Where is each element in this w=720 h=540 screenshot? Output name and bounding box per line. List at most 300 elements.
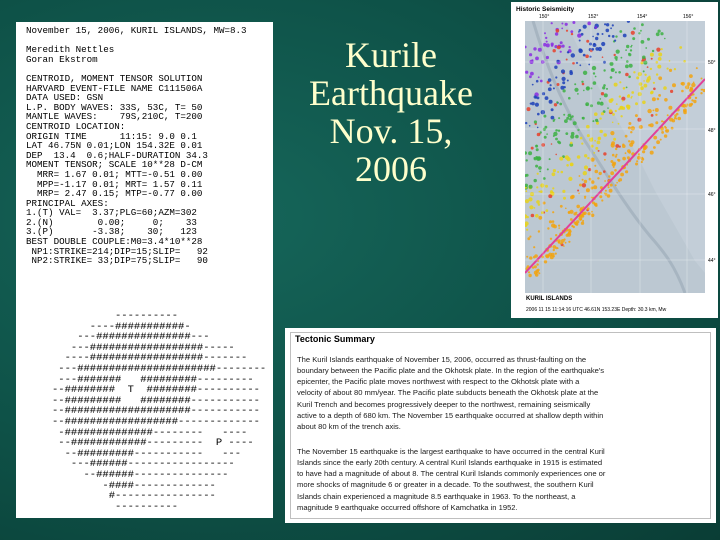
earthquake-dot <box>598 137 600 139</box>
earthquake-dot <box>573 121 577 125</box>
earthquake-dot <box>578 31 580 33</box>
earthquake-dot <box>586 86 589 89</box>
tectonic-paragraph-2 <box>297 446 707 513</box>
earthquake-dot <box>545 96 549 100</box>
earthquake-dot <box>550 238 552 240</box>
earthquake-dot <box>591 180 595 184</box>
earthquake-dot <box>564 119 568 123</box>
cmt-solution-panel <box>16 22 273 518</box>
earthquake-dot <box>559 103 562 106</box>
earthquake-dot <box>555 253 557 255</box>
earthquake-dot <box>562 45 565 48</box>
earthquake-dot <box>672 83 676 87</box>
earthquake-dot <box>566 30 568 32</box>
earthquake-dot <box>582 83 585 86</box>
earthquake-dot <box>700 92 702 94</box>
earthquake-dot <box>693 82 695 84</box>
earthquake-dot <box>620 115 622 117</box>
earthquake-dot <box>574 88 578 92</box>
earthquake-dot <box>643 80 645 82</box>
earthquake-dot <box>617 159 619 161</box>
tectonic-summary-title: Tectonic Summary <box>295 334 375 344</box>
title-line-3: Nov. 15, <box>329 111 453 151</box>
earthquake-dot <box>600 98 602 100</box>
tectonic-paragraph-2-line: to have had a magnitude of about 8. The central Kuril Islands commonly experiences one or <box>297 469 606 479</box>
earthquake-dot <box>579 64 581 66</box>
earthquake-dot <box>561 69 565 73</box>
earthquake-dot <box>597 177 599 179</box>
earthquake-dot <box>614 83 618 87</box>
earthquake-dot <box>570 163 574 167</box>
earthquake-dot <box>603 133 607 137</box>
earthquake-dot <box>602 86 605 89</box>
earthquake-dot <box>536 200 540 204</box>
earthquake-dot <box>535 156 538 159</box>
earthquake-dot <box>630 46 632 48</box>
earthquake-dot <box>552 172 556 176</box>
earthquake-dot <box>635 102 638 105</box>
slide-title <box>280 36 502 188</box>
earthquake-dot <box>534 207 536 209</box>
earthquake-dot <box>664 98 668 102</box>
earthquake-dot <box>569 46 571 48</box>
earthquake-dot <box>636 76 639 79</box>
lon-label-150: 150° <box>539 14 550 20</box>
earthquake-dot <box>562 81 565 84</box>
earthquake-dot <box>549 158 551 160</box>
earthquake-dot <box>661 131 664 134</box>
earthquake-dot <box>689 74 693 78</box>
earthquake-dot <box>655 108 659 112</box>
earthquake-dot <box>608 35 610 37</box>
earthquake-dot <box>609 99 613 103</box>
earthquake-dot <box>586 188 590 192</box>
earthquake-dot <box>643 70 645 72</box>
earthquake-dot <box>616 103 618 105</box>
earthquake-dot <box>549 100 553 104</box>
earthquake-dot <box>701 89 703 91</box>
title-line-2: Earthquake <box>309 73 473 113</box>
earthquake-dot <box>658 76 662 80</box>
beachball-diagram <box>42 307 266 512</box>
earthquake-dot <box>587 212 590 215</box>
earthquake-dot <box>604 180 606 182</box>
earthquake-dot <box>597 101 600 104</box>
earthquake-dot <box>538 48 542 52</box>
earthquake-dot <box>561 239 565 243</box>
earthquake-dot <box>533 246 535 248</box>
earthquake-dot <box>548 87 552 91</box>
earthquake-dot <box>541 143 545 147</box>
earthquake-dot <box>610 171 614 175</box>
earthquake-dot <box>532 84 534 86</box>
earthquake-dot <box>544 32 546 34</box>
earthquake-dot <box>579 40 581 42</box>
earthquake-dot <box>701 78 703 80</box>
earthquake-dot <box>570 30 573 33</box>
map-caption: KURIL ISLANDS <box>526 296 573 302</box>
earthquake-dot <box>593 185 597 189</box>
earthquake-dot <box>534 157 536 159</box>
earthquake-dot <box>584 154 587 157</box>
earthquake-dot <box>551 116 555 120</box>
earthquake-dot <box>571 225 573 227</box>
earthquake-dot <box>635 163 638 166</box>
earthquake-dot <box>628 140 630 142</box>
earthquake-dot <box>622 157 626 161</box>
earthquake-dot <box>575 135 579 139</box>
earthquake-dot <box>546 43 550 47</box>
earthquake-dot <box>560 243 562 245</box>
earthquake-dot <box>653 88 656 91</box>
earthquake-dot <box>546 56 549 59</box>
earthquake-dot <box>558 45 560 47</box>
map-title: Historic Seismicity <box>516 6 575 13</box>
earthquake-dot <box>526 159 528 161</box>
earthquake-dot <box>594 165 596 167</box>
earthquake-dot <box>591 211 593 213</box>
earthquake-dot <box>539 171 541 173</box>
earthquake-dot <box>667 68 669 70</box>
earthquake-dot <box>604 159 606 161</box>
earthquake-dot <box>606 23 609 26</box>
earthquake-dot <box>535 103 539 107</box>
earthquake-dot <box>558 227 560 229</box>
earthquake-dot <box>582 183 586 187</box>
earthquake-dot <box>550 190 553 193</box>
earthquake-dot <box>627 105 631 109</box>
earthquake-dot <box>650 68 652 70</box>
earthquake-dot <box>615 35 617 37</box>
earthquake-dot <box>579 49 583 53</box>
earthquake-dot <box>691 99 693 101</box>
earthquake-dot <box>610 27 612 29</box>
earthquake-dot <box>585 102 589 106</box>
tectonic-paragraph-1-line: Kuril Trench and becomes progressively deeper to the northwest, remaining seismically <box>297 399 591 409</box>
earthquake-dot <box>661 120 663 122</box>
earthquake-dot <box>528 274 531 277</box>
earthquake-dot <box>534 95 537 98</box>
earthquake-dot <box>665 127 667 129</box>
lat-label-44: 44° <box>708 258 716 264</box>
earthquake-dot <box>647 38 650 41</box>
earthquake-dot <box>576 220 579 223</box>
earthquake-dot <box>616 182 618 184</box>
earthquake-dot <box>661 48 663 50</box>
earthquake-dot <box>669 69 672 72</box>
earthquake-dot <box>557 171 559 173</box>
earthquake-dot <box>538 76 540 78</box>
earthquake-dot <box>609 189 613 193</box>
earthquake-dot <box>553 87 555 89</box>
earthquake-dot <box>583 25 587 29</box>
earthquake-dot <box>549 220 552 223</box>
earthquake-dot <box>683 111 687 115</box>
earthquake-dot <box>628 76 631 79</box>
earthquake-dot <box>653 110 655 112</box>
earthquake-dot <box>553 225 557 229</box>
earthquake-dot <box>537 269 540 272</box>
earthquake-dot <box>642 101 646 105</box>
earthquake-dot <box>547 168 549 170</box>
earthquake-dot <box>656 140 660 144</box>
earthquake-dot <box>555 32 558 35</box>
earthquake-dot <box>587 157 589 159</box>
earthquake-dot <box>689 97 691 99</box>
earthquake-dot <box>577 190 579 192</box>
earthquake-dot <box>570 218 573 221</box>
earthquake-dot <box>583 71 587 75</box>
earthquake-dot <box>579 175 581 177</box>
earthquake-dot <box>560 51 562 53</box>
earthquake-dot <box>622 107 625 110</box>
earthquake-dot <box>584 180 587 183</box>
earthquake-dot <box>592 120 594 122</box>
lon-label-154: 154° <box>637 14 648 20</box>
earthquake-dot <box>610 76 613 79</box>
earthquake-dot <box>615 71 617 73</box>
earthquake-dot <box>655 114 657 116</box>
earthquake-dot <box>670 90 673 93</box>
earthquake-dot <box>541 110 545 114</box>
earthquake-dot <box>569 70 572 73</box>
earthquake-dot <box>637 118 641 122</box>
earthquake-dot <box>631 31 635 35</box>
earthquake-dot <box>618 123 620 125</box>
earthquake-dot <box>536 80 539 83</box>
earthquake-dot <box>631 140 635 144</box>
earthquake-dot <box>595 26 598 29</box>
earthquake-dot <box>614 169 617 172</box>
earthquake-dot <box>628 122 631 125</box>
earthquake-dot <box>691 83 695 87</box>
earthquake-dot <box>668 106 672 110</box>
earthquake-dot <box>599 117 601 119</box>
earthquake-dot <box>664 134 667 137</box>
earthquake-dot <box>540 183 544 187</box>
earthquake-dot <box>679 46 682 49</box>
earthquake-dot <box>622 100 624 102</box>
earthquake-dot <box>650 123 654 127</box>
earthquake-dot <box>568 177 572 181</box>
earthquake-dot <box>545 37 547 39</box>
earthquake-dot <box>630 97 632 99</box>
earthquake-dot <box>609 109 613 113</box>
tectonic-summary-panel <box>285 328 716 523</box>
earthquake-dot <box>600 102 604 106</box>
earthquake-dot <box>641 157 643 159</box>
earthquake-dot <box>628 53 631 56</box>
earthquake-dot <box>528 197 532 201</box>
earthquake-dot <box>595 76 597 78</box>
earthquake-dot <box>643 61 647 65</box>
earthquake-dot <box>587 22 591 26</box>
earthquake-dot <box>563 89 566 92</box>
earthquake-dot <box>570 196 574 200</box>
earthquake-dot <box>642 56 646 60</box>
earthquake-dot <box>564 86 566 88</box>
earthquake-dot <box>568 212 570 214</box>
earthquake-dot <box>602 33 604 35</box>
earthquake-dot <box>627 149 631 153</box>
earthquake-dot <box>543 177 546 180</box>
earthquake-dot <box>587 134 590 137</box>
earthquake-dot <box>635 114 638 117</box>
earthquake-dot <box>603 152 606 155</box>
earthquake-dot <box>650 91 653 94</box>
earthquake-dot <box>656 32 660 36</box>
earthquake-dot <box>572 62 575 65</box>
earthquake-dot <box>575 223 577 225</box>
title-line-4: 2006 <box>355 149 427 189</box>
earthquake-dot <box>532 59 534 61</box>
earthquake-dot <box>547 227 549 229</box>
earthquake-dot <box>555 138 558 141</box>
earthquake-dot <box>677 117 681 121</box>
earthquake-dot <box>550 84 552 86</box>
earthquake-dot <box>563 114 565 116</box>
earthquake-dot <box>594 112 598 116</box>
earthquake-dot <box>586 40 589 43</box>
earthquake-dot <box>565 132 568 135</box>
earthquake-dot <box>616 50 620 54</box>
earthquake-dot <box>630 49 632 51</box>
earthquake-dot <box>592 66 596 70</box>
earthquake-dot <box>595 204 598 207</box>
earthquake-dot <box>596 122 599 125</box>
earthquake-dot <box>565 242 567 244</box>
earthquake-dot <box>545 209 548 212</box>
earthquake-dot <box>526 174 529 177</box>
earthquake-dot <box>621 57 623 59</box>
earthquake-dot <box>575 212 577 214</box>
earthquake-dot <box>599 195 602 198</box>
tectonic-paragraph-2-line: magnitude 9 earthquake occurred offshore of Kamchatka in 1952. <box>297 502 518 512</box>
earthquake-dot <box>658 30 661 33</box>
earthquake-dot <box>636 160 638 162</box>
earthquake-dot <box>555 247 558 250</box>
earthquake-dot <box>559 157 563 161</box>
earthquake-dot <box>644 84 648 88</box>
earthquake-dot <box>593 72 595 74</box>
earthquake-dot <box>593 43 595 45</box>
earthquake-dot <box>571 53 575 57</box>
earthquake-dot <box>625 152 627 154</box>
earthquake-dot <box>626 45 629 48</box>
cmt-solution-text: November 15, 2006, KURIL ISLANDS, MW=8.3 Meredith Nettles Goran Ekstrom CENTROID, MOMENT TENSOR SOLUTION HARVARD EVENT-FILE NAME C111506A DATA USED: GSN L.P. BODY WAVES: 33S, 53C, T= 50 MANTLE WAVES: 79S,210C, T=200 CENTROID LOCATION: ORIGIN TIME 11:15: 9.0 0.1 LAT 46.75N 0.01;LON 154.32E 0.01 DEP 13.4 0.6;HALF-DURATION 34.3 MOMENT TENSOR; SCALE 10**28 D-CM MRR= 1.67 0.01; MTT=-0.51 0.00 MPP=-1.17 0.01; MRT= 1.57 0.11 MRP= 2.47 0.15; MTP=-0.77 0.00 PRINCIPAL AXES: 1.(T) VAL= 3.37;PLG=60;AZM=302 2.(N) 0.00; 0; 33 3.(P) -3.38; 30; 123 BEST DOUBLE COUPLE:M0=3.4*10**28 NP1:STRIKE=214;DIP=15;SLIP= 92 NP2:STRIKE= 33;DIP=75;SLIP= 90 <box>26 25 247 267</box>
earthquake-dot <box>536 148 539 151</box>
earthquake-dot <box>625 65 629 69</box>
earthquake-dot <box>612 122 614 124</box>
earthquake-dot <box>539 191 541 193</box>
earthquake-dot <box>581 33 584 36</box>
earthquake-dot <box>606 88 608 90</box>
earthquake-dot <box>640 86 644 90</box>
earthquake-dot <box>531 214 535 218</box>
earthquake-dot <box>610 131 614 135</box>
earthquake-dot <box>533 47 536 50</box>
earthquake-dot <box>623 34 627 38</box>
earthquake-dot <box>572 21 575 24</box>
earthquake-dot <box>653 136 657 140</box>
earthquake-dot <box>541 211 544 214</box>
earthquake-dot <box>590 104 593 107</box>
earthquake-dot <box>538 203 541 206</box>
earthquake-dot <box>536 263 538 265</box>
earthquake-dot <box>595 170 599 174</box>
earthquake-dot <box>590 87 592 89</box>
earthquake-dot <box>638 32 640 34</box>
earthquake-dot <box>528 271 530 273</box>
earthquake-dot <box>531 147 534 150</box>
earthquake-dot <box>565 23 568 26</box>
earthquake-dot <box>641 161 643 163</box>
earthquake-dot <box>626 87 628 89</box>
seismicity-plot <box>525 21 705 293</box>
historic-seismicity-map <box>511 2 718 318</box>
earthquake-dot <box>599 172 602 175</box>
earthquake-dot <box>558 117 560 119</box>
earthquake-dot <box>576 205 580 209</box>
earthquake-dot <box>551 44 554 47</box>
earthquake-dot <box>633 71 635 73</box>
earthquake-dot <box>535 145 538 148</box>
earthquake-dot <box>568 97 571 100</box>
earthquake-dot <box>660 32 663 35</box>
earthquake-dot <box>615 155 617 157</box>
earthquake-dot <box>623 87 626 90</box>
earthquake-dot <box>653 146 656 149</box>
earthquake-dot <box>568 229 571 232</box>
earthquake-dot <box>595 37 598 40</box>
earthquake-dot <box>619 30 622 33</box>
earthquake-dot <box>581 222 584 225</box>
earthquake-dot <box>556 29 560 33</box>
earthquake-dot <box>571 33 573 35</box>
earthquake-dot <box>639 82 643 86</box>
earthquake-dot <box>553 255 555 257</box>
earthquake-dot <box>534 179 537 182</box>
earthquake-dot <box>567 51 569 53</box>
earthquake-dot <box>658 94 661 97</box>
earthquake-dot <box>602 56 604 58</box>
earthquake-dot <box>581 81 583 83</box>
earthquake-dot <box>608 186 610 188</box>
earthquake-dot <box>557 83 560 86</box>
earthquake-dot <box>601 199 603 201</box>
earthquake-dot <box>647 109 651 113</box>
earthquake-dot <box>555 76 557 78</box>
earthquake-dot <box>566 59 568 61</box>
earthquake-dot <box>547 254 550 257</box>
tectonic-paragraph-1-line: boundary between the Pacific plate and the Okhotsk plate. In the region of the earthquake's <box>297 366 605 376</box>
earthquake-dot <box>538 272 540 274</box>
earthquake-dot <box>588 168 591 171</box>
earthquake-dot <box>605 190 607 192</box>
earthquake-dot <box>601 42 605 46</box>
earthquake-dot <box>537 113 540 116</box>
earthquake-dot <box>619 81 621 83</box>
earthquake-dot <box>553 249 555 251</box>
earthquake-dot <box>589 138 593 142</box>
earthquake-dot <box>582 179 584 181</box>
earthquake-dot <box>544 136 547 139</box>
earthquake-dot <box>562 77 566 81</box>
earthquake-dot <box>528 151 532 155</box>
earthquake-dot <box>551 108 554 111</box>
earthquake-dot <box>583 90 585 92</box>
earthquake-dot <box>612 24 614 26</box>
